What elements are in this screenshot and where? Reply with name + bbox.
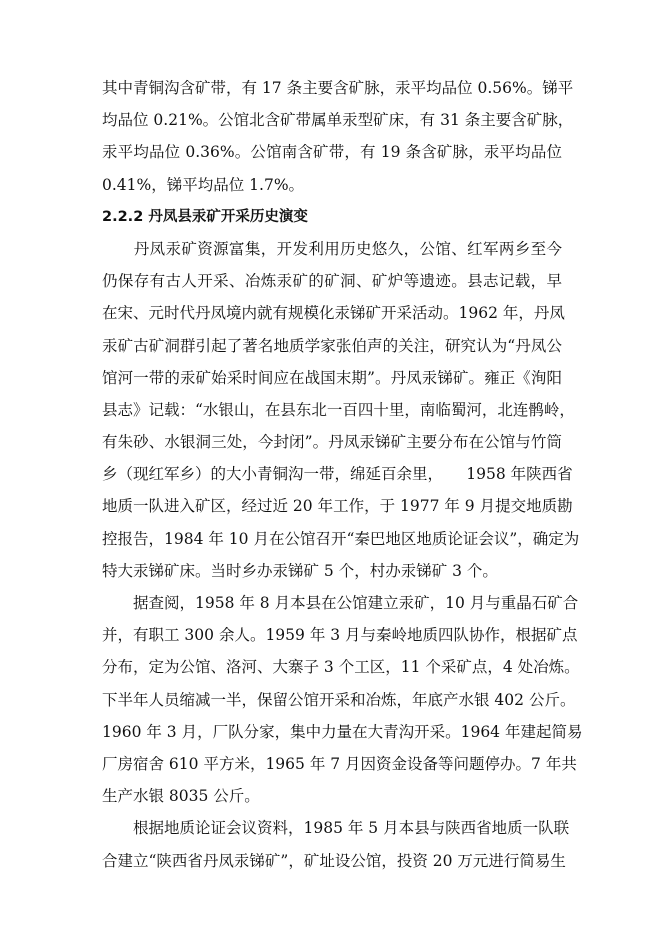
text-line: 丹凤汞矿资源富集，开发利用历史悠久，公馆、红军两乡至今 — [102, 239, 562, 258]
text-line: 0.41%，锑平均品位 1.7%。 — [102, 175, 305, 194]
section-heading-text: 2.2.2 丹凤县汞矿开采历史演变 — [102, 208, 308, 225]
text-line: 仍保存有古人开采、冶炼汞矿的矿洞、矿炉等遗迹。县志记载，早 — [102, 272, 562, 291]
text-line: 地质一队进入矿区，经过近 20 年工作，于 1977 年 9 月提交地质勘 — [102, 497, 573, 516]
text-line: 有朱砂、水银洞三处，今封闭”。丹凤汞锑矿主要分布在公馆与竹筒 — [102, 433, 562, 452]
text-line: 控报告，1984 年 10 月在公馆召开“秦巴地区地质论证会议”，确定为 — [102, 529, 580, 548]
text-line: 据查阅，1958 年 8 月本县在公馆建立汞矿，10 月与重晶石矿合 — [102, 594, 579, 612]
paragraph-joint-venture — [102, 812, 570, 876]
text-line: 生产水银 8035 公斤。 — [102, 787, 260, 806]
text-line: 并，有职工 300 余人。1959 年 3 月与秦岭地质四队协作，根据矿点 — [102, 626, 578, 645]
text-line: 根据地质论证会议资料，1985 年 5 月本县与陕西省地质一队联 — [102, 819, 570, 838]
text-line: 在宋、元时代丹凤境内就有规模化汞锑矿开采活动。1962 年，丹凤 — [102, 304, 565, 323]
text-line: 汞平均品位 0.36%。公馆南含矿带，有 19 条含矿脉，汞平均品位 — [102, 143, 562, 162]
text-line: 乡（现红军乡）的大小青铜沟一带，绵延百余里， 1958 年陕西省 — [102, 465, 573, 484]
paragraph-mineral-grades — [102, 72, 574, 201]
text-line: 1960 年 3 月，厂队分家，集中力量在大青沟开采。1964 年建起简易 — [102, 722, 583, 741]
text-line: 分布，定为公馆、洛河、大寨子 3 个工区，11 个采矿点，4 处冶炼。 — [102, 658, 580, 677]
text-line: 县志》记载：“水银山，在县东北一百四十里，南临蜀河，北连鹘岭， — [102, 400, 575, 419]
text-line: 特大汞锑矿床。当时乡办汞锑矿 5 个，村办汞锑矿 3 个。 — [102, 561, 498, 580]
paragraph-county-records — [102, 587, 583, 812]
text-line: 合建立“陕西省丹凤汞锑矿”，矿址设公馆，投资 20 万元进行简易生 — [102, 851, 566, 870]
text-line: 均品位 0.21%。公馆北含矿带属单汞型矿床，有 31 条主要含矿脉， — [102, 111, 574, 130]
text-line: 馆河一带的汞矿始采时间应在战国末期”。丹凤汞锑矿。雍正《洵阳 — [102, 368, 562, 387]
text-line: 汞矿古矿洞群引起了著名地质学家张伯声的关注，研究认为“丹凤公 — [102, 336, 562, 355]
section-heading — [102, 201, 562, 233]
document-body — [102, 72, 583, 877]
text-line: 下半年人员缩减一半，保留公馆开采和冶炼，年底产水银 402 公斤。 — [102, 690, 576, 709]
text-line: 其中青铜沟含矿带，有 17 条主要含矿脉，汞平均品位 0.56%。锑平 — [102, 79, 574, 97]
text-line: 厂房宿舍 610 平方米，1965 年 7 月因资金设备等问题停办。7 年共 — [102, 754, 577, 773]
paragraph-mining-history — [102, 233, 580, 587]
